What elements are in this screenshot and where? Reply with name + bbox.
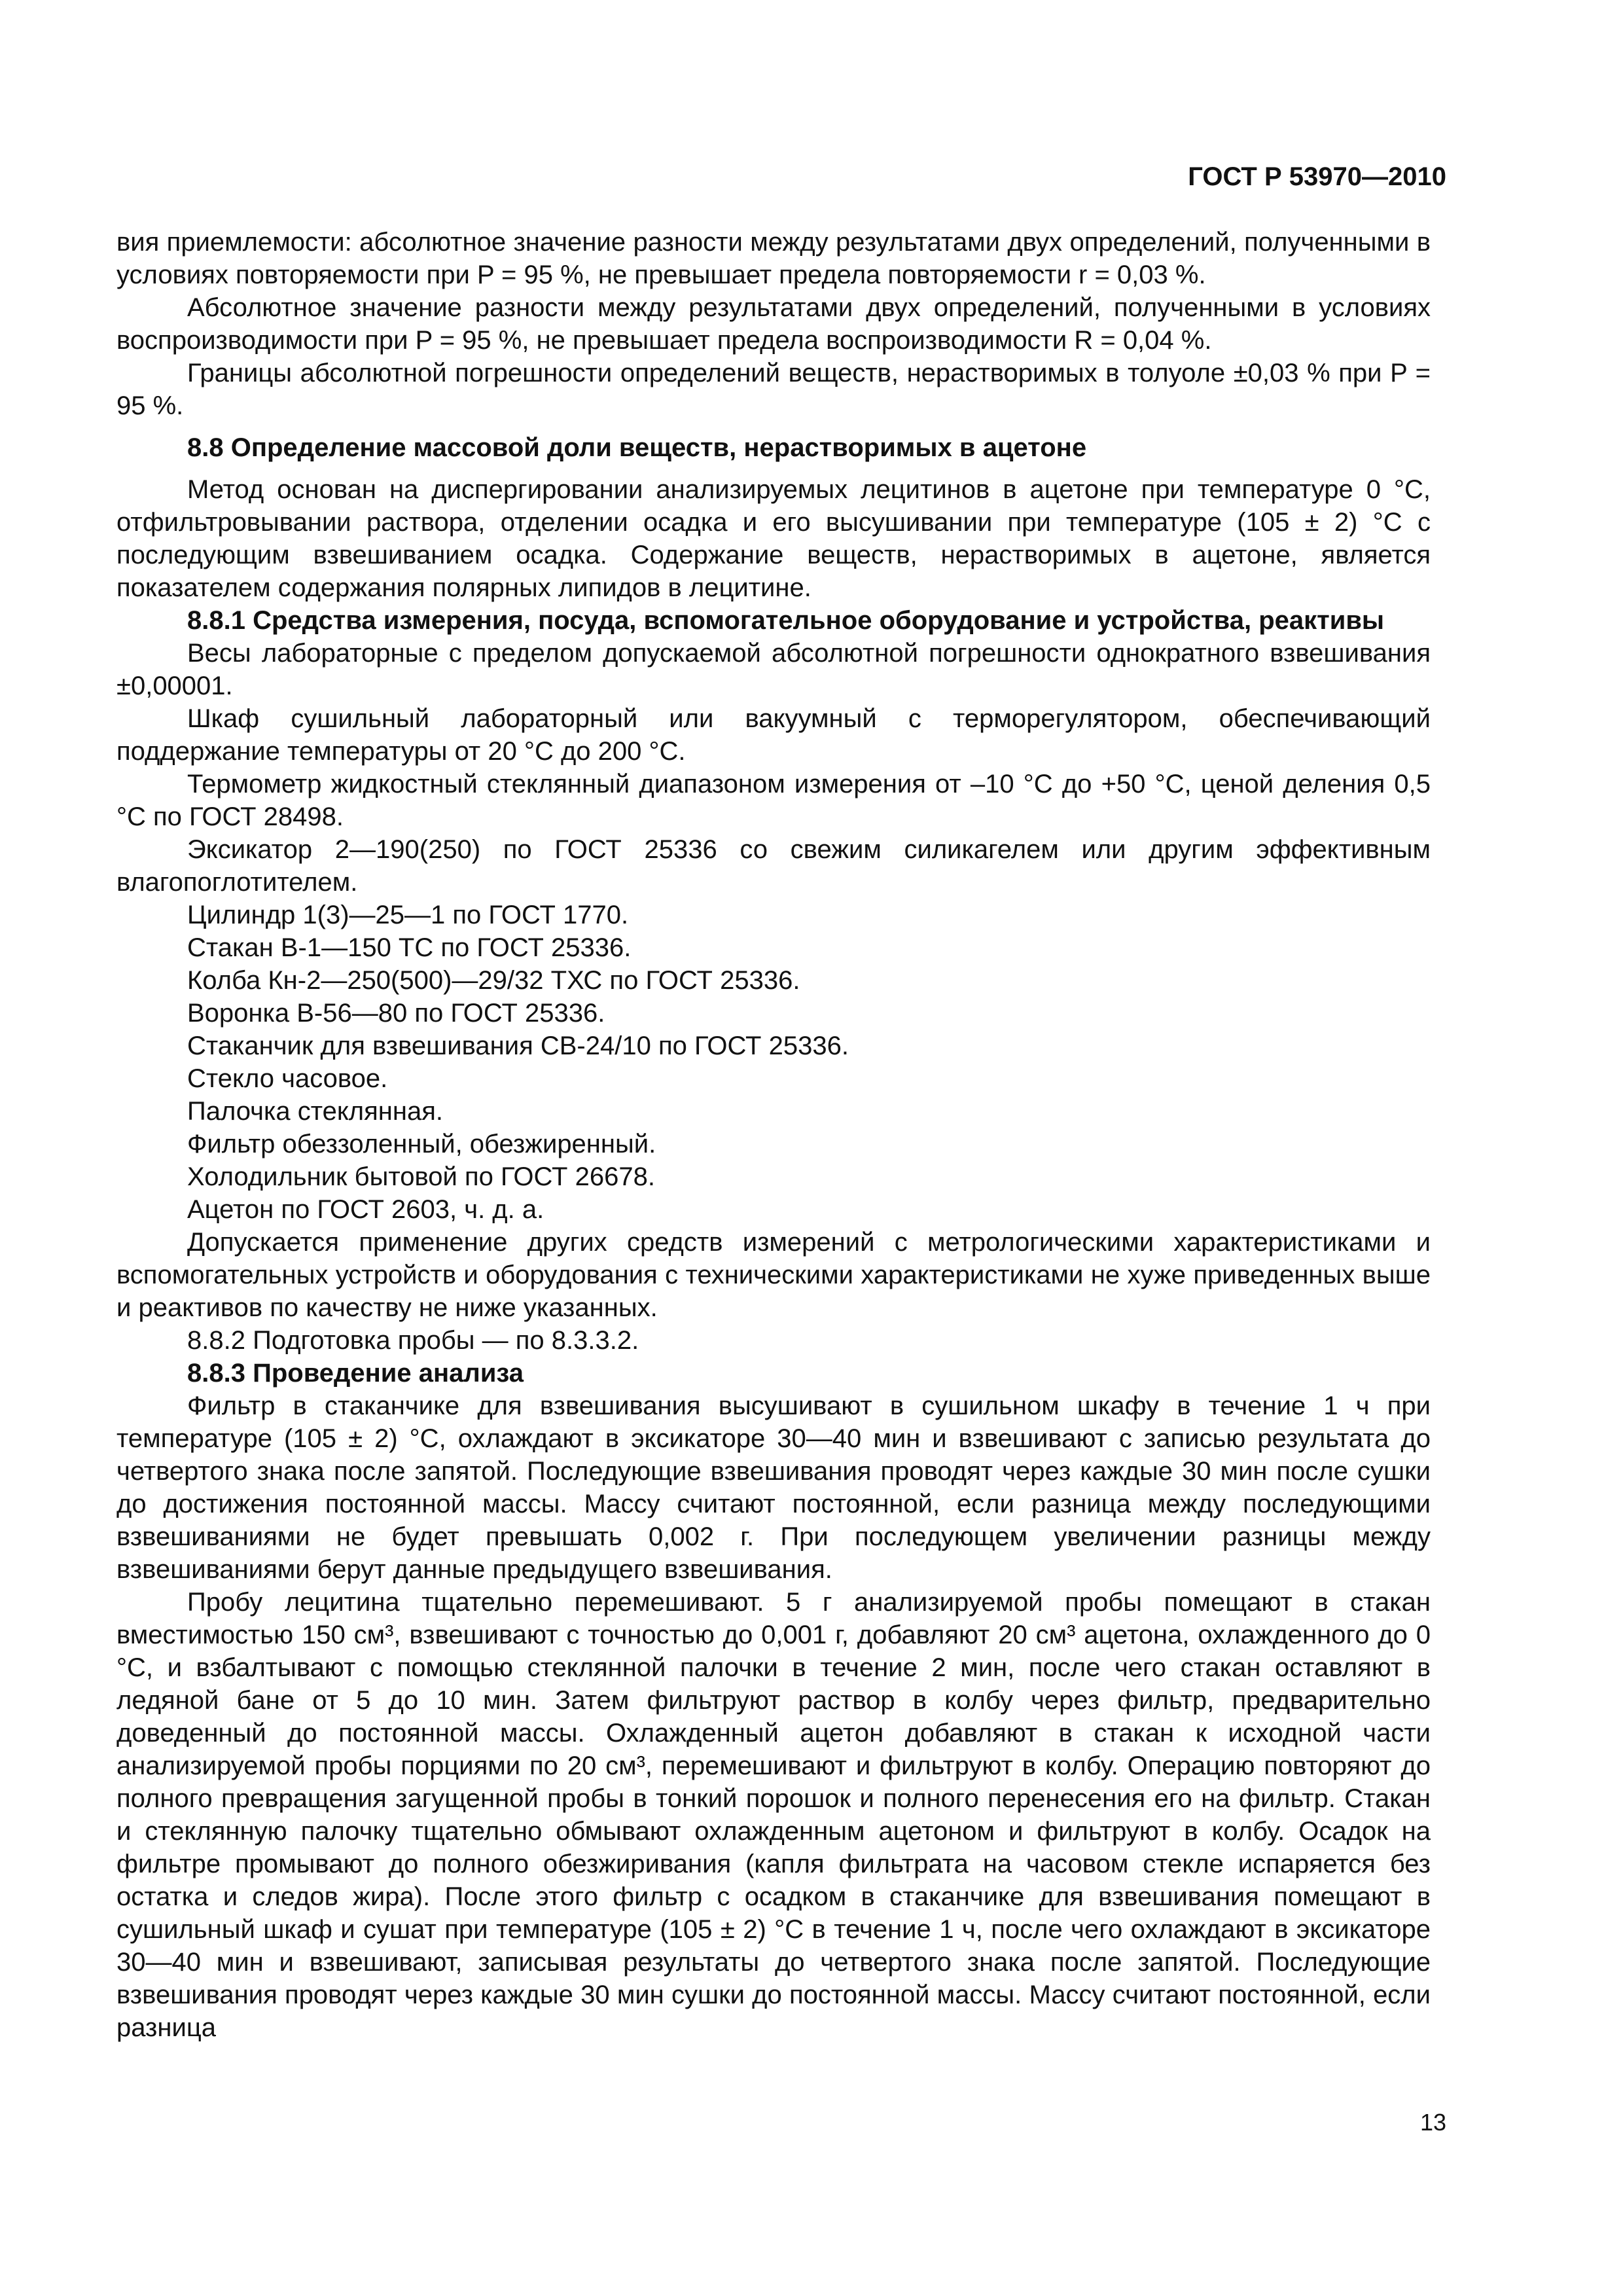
section-heading-8-8-1: 8.8.1 Средства измерения, посуда, вспомогательное оборудование и устройства, реактивы [187,606,1385,635]
section-heading-8-8-3: 8.8.3 Проведение анализа [187,1359,524,1388]
list-item: Стекло часовое. [187,1064,388,1093]
list-item: Стакан В-1—150 ТС по ГОСТ 25336. [187,933,632,962]
section-heading-8-8: 8.8 Определение массовой доли веществ, нерастворимых в ацетоне [187,433,1087,462]
paragraph: вия приемлемости: абсолютное значение разности между результатами двух определений, полученными в условиях повторяемости при P = 95 %, не превышает предела повторяемости r = 0,03 %. [116,228,1431,289]
list-item: Фильтр обеззоленный, обезжиренный. [187,1130,656,1158]
paragraph: Термометр жидкостный стеклянный диапазоном измерения от –10 °С до +50 °С, ценой деления 0,5 °С по ГОСТ 28498. [116,770,1431,831]
document-body [116,226,1431,2044]
paragraph: Метод основан на диспергировании анализируемых лецитинов в ацетоне при температуре 0 °С, отфильтровывании раствора, отделении осадка и его высушивании при температуре (105 ± 2) °С с последующим взвешиванием осадка. Содержание веществ, нерастворимых в ацетоне, является показателем содержания полярных липидов в лецитине. [116,475,1431,602]
list-item: Холодильник бытовой по ГОСТ 26678. [187,1162,655,1191]
paragraph: Абсолютное значение разности между результатами двух определений, полученными в условиях воспроизводимости при P = 95 %, не превышает предела воспроизводимости R = 0,04 %. [116,293,1431,355]
paragraph: Границы абсолютной погрешности определений веществ, нерастворимых в толуоле ±0,03 % при P = 95 %. [116,359,1431,420]
list-item: Колба Кн-2—250(500)—29/32 ТХС по ГОСТ 25336. [187,966,800,995]
page-number: 13 [1419,2109,1446,2136]
paragraph: 8.8.2 Подготовка пробы — по 8.3.3.2. [187,1326,639,1355]
list-item: Ацетон по ГОСТ 2603, ч. д. а. [187,1195,544,1224]
list-item: Стаканчик для взвешивания СВ-24/10 по ГОСТ 25336. [187,1031,849,1060]
paragraph: Фильтр в стаканчике для взвешивания высушивают в сушильном шкафу в течение 1 ч при температуре (105 ± 2) °С, охлаждают в эксикаторе 30—40 мин и взвешивают с записью результата до четвертого знака после запятой. Последующие взвешивания проводят через каждые 30 мин после сушки до достижения постоянной массы. Массу считают постоянной, если разница между последующими взвешиваниями не будет превышать 0,002 г. При последующем увеличении разницы между взвешиваниями берут данные предыдущего взвешивания. [116,1391,1431,1584]
paragraph: Весы лабораторные с пределом допускаемой абсолютной погрешности однократного взвешивания ±0,00001. [116,639,1431,700]
paragraph: Шкаф сушильный лабораторный или вакуумный с терморегулятором, обеспечивающий поддержание температуры от 20 °С до 200 °С. [116,704,1431,766]
list-item: Палочка стеклянная. [187,1097,443,1126]
list-item: Воронка В-56—80 по ГОСТ 25336. [187,999,605,1028]
paragraph: Допускается применение других средств измерений с метрологическими характеристиками и вспомогательных устройств и оборудования с техническими характеристиками не хуже приведенных выше и реактивов по качеству не ниже указанных. [116,1228,1431,1322]
list-item: Цилиндр 1(3)—25—1 по ГОСТ 1770. [187,901,629,929]
paragraph: Эксикатор 2—190(250) по ГОСТ 25336 со свежим силикагелем или другим эффективным влагопоглотителем. [116,835,1431,897]
paragraph: Пробу лецитина тщательно перемешивают. 5 г анализируемой пробы помещают в стакан вместимостью 150 см³, взвешивают с точностью до 0,001 г, добавляют 20 см³ ацетона, охлажденного до 0 °С, и взбалтывают с помощью стеклянной палочки в течение 2 мин, после чего стакан оставляют в ледяной бане от 5 до 10 мин. Затем фильтруют раствор в колбу через фильтр, предварительно доведенный до постоянной массы. Охлажденный ацетон добавляют в стакан к исходной части анализируемой пробы порциями по 20 см³, перемешивают и фильтруют в колбу. Операцию повторяют до полного превращения загущенной пробы в тонкий порошок и полного перенесения его на фильтр. Стакан и стеклянную палочку тщательно обмывают охлажденным ацетоном и фильтруют в колбу. Осадок на фильтре промывают до полного обезжиривания (капля фильтрата на часовом стекле испаряется без остатка и следов жира). После этого фильтр с осадком в стаканчике для взвешивания помещают в сушильный шкаф и сушат при температуре (105 ± 2) °С в течение 1 ч, после чего охлаждают в эксикаторе 30—40 мин и взвешивают, записывая результаты до четвертого знака после запятой. Последующие взвешивания проводят через каждые 30 мин сушки до постоянной массы. Массу считают постоянной, если разница [116,1588,1431,2042]
document-header: ГОСТ Р 53970—2010 [1188,162,1446,191]
